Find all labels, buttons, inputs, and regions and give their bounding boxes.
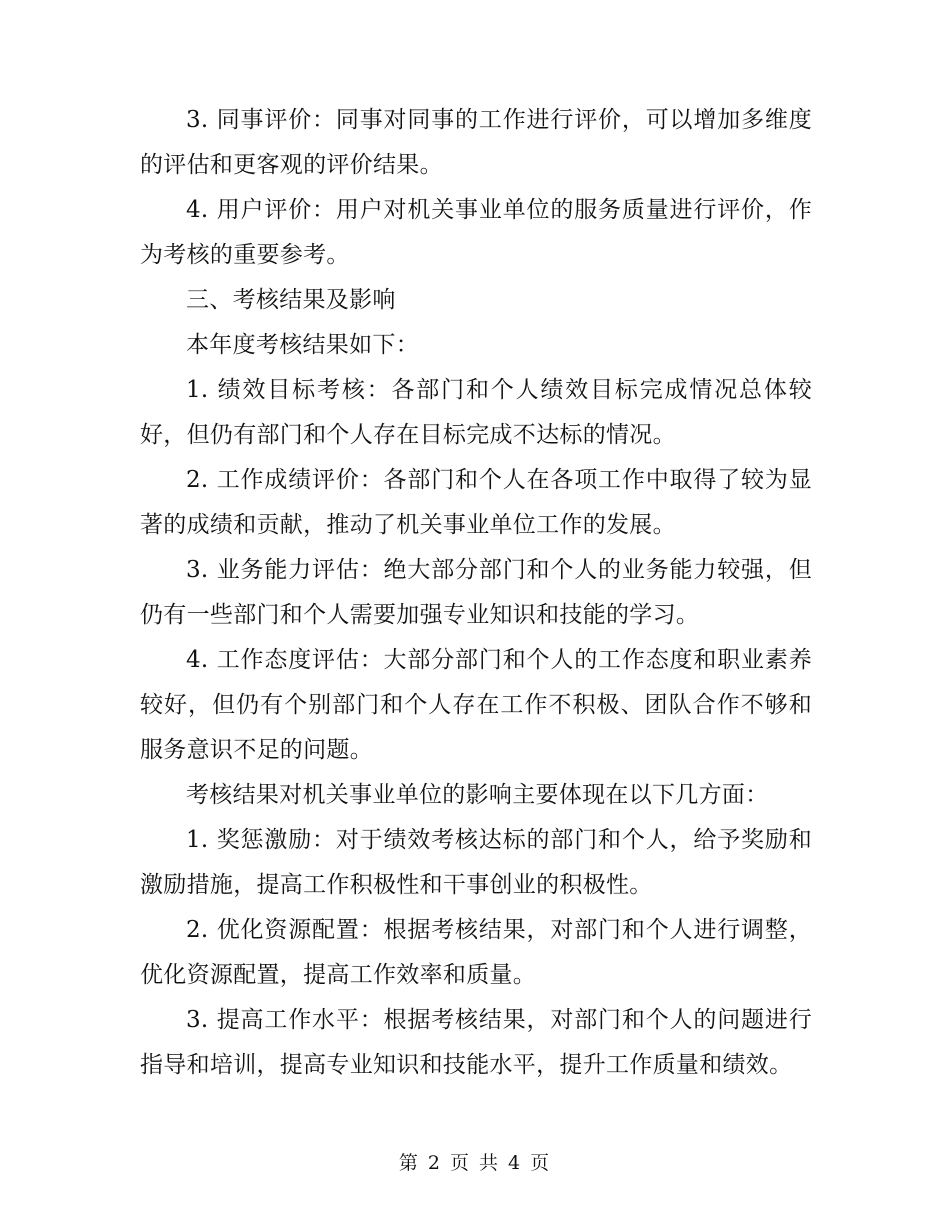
paragraph-user-review: 4. 用户评价：用户对机关事业单位的服务质量进行评价，作为考核的重要参考。 (140, 197, 812, 268)
paragraph-work-performance: 2. 工作成绩评价：各部门和个人在各项工作中取得了较为显著的成绩和贡献，推动了机关事业单位工作的发展。 (140, 467, 812, 538)
paragraph-impact-intro: 考核结果对机关事业单位的影响主要体现在以下几方面： (186, 782, 769, 808)
section-heading: 三、考核结果及影响 (186, 287, 396, 313)
paragraph-resource-allocation: 2. 优化资源配置：根据考核结果，对部门和个人进行调整，优化资源配置，提高工作效率和质量。 (140, 917, 812, 988)
paragraph-ability-assessment: 3. 业务能力评估：绝大部分部门和个人的业务能力较强，但仍有一些部门和个人需要加强专业知识和技能的学习。 (140, 557, 812, 628)
paragraph-incentives: 1. 奖惩激励：对于绩效考核达标的部门和个人，给予奖励和激励措施，提高工作积极性和干事创业的积极性。 (140, 827, 812, 898)
paragraph-attitude-assessment: 4. 工作态度评估：大部分部门和个人的工作态度和职业素养较好，但仍有个别部门和个人存在工作不积极、团队合作不够和服务意识不足的问题。 (140, 647, 812, 763)
paragraph-peer-review: 3. 同事评价：同事对同事的工作进行评价，可以增加多维度的评估和更客观的评价结果。 (140, 107, 812, 178)
paragraph-goal-assessment: 1. 绩效目标考核：各部门和个人绩效目标完成情况总体较好，但仍有部门和个人存在目标完成不达标的情况。 (140, 377, 812, 448)
paragraph-work-level: 3. 提高工作水平：根据考核结果，对部门和个人的问题进行指导和培训，提高专业知识和技能水平，提升工作质量和绩效。 (140, 1007, 812, 1078)
document-body (140, 98, 812, 1088)
paragraph-results-intro: 本年度考核结果如下： (186, 332, 419, 358)
page-footer: 第 2 页 共 4 页 (398, 1152, 552, 1174)
